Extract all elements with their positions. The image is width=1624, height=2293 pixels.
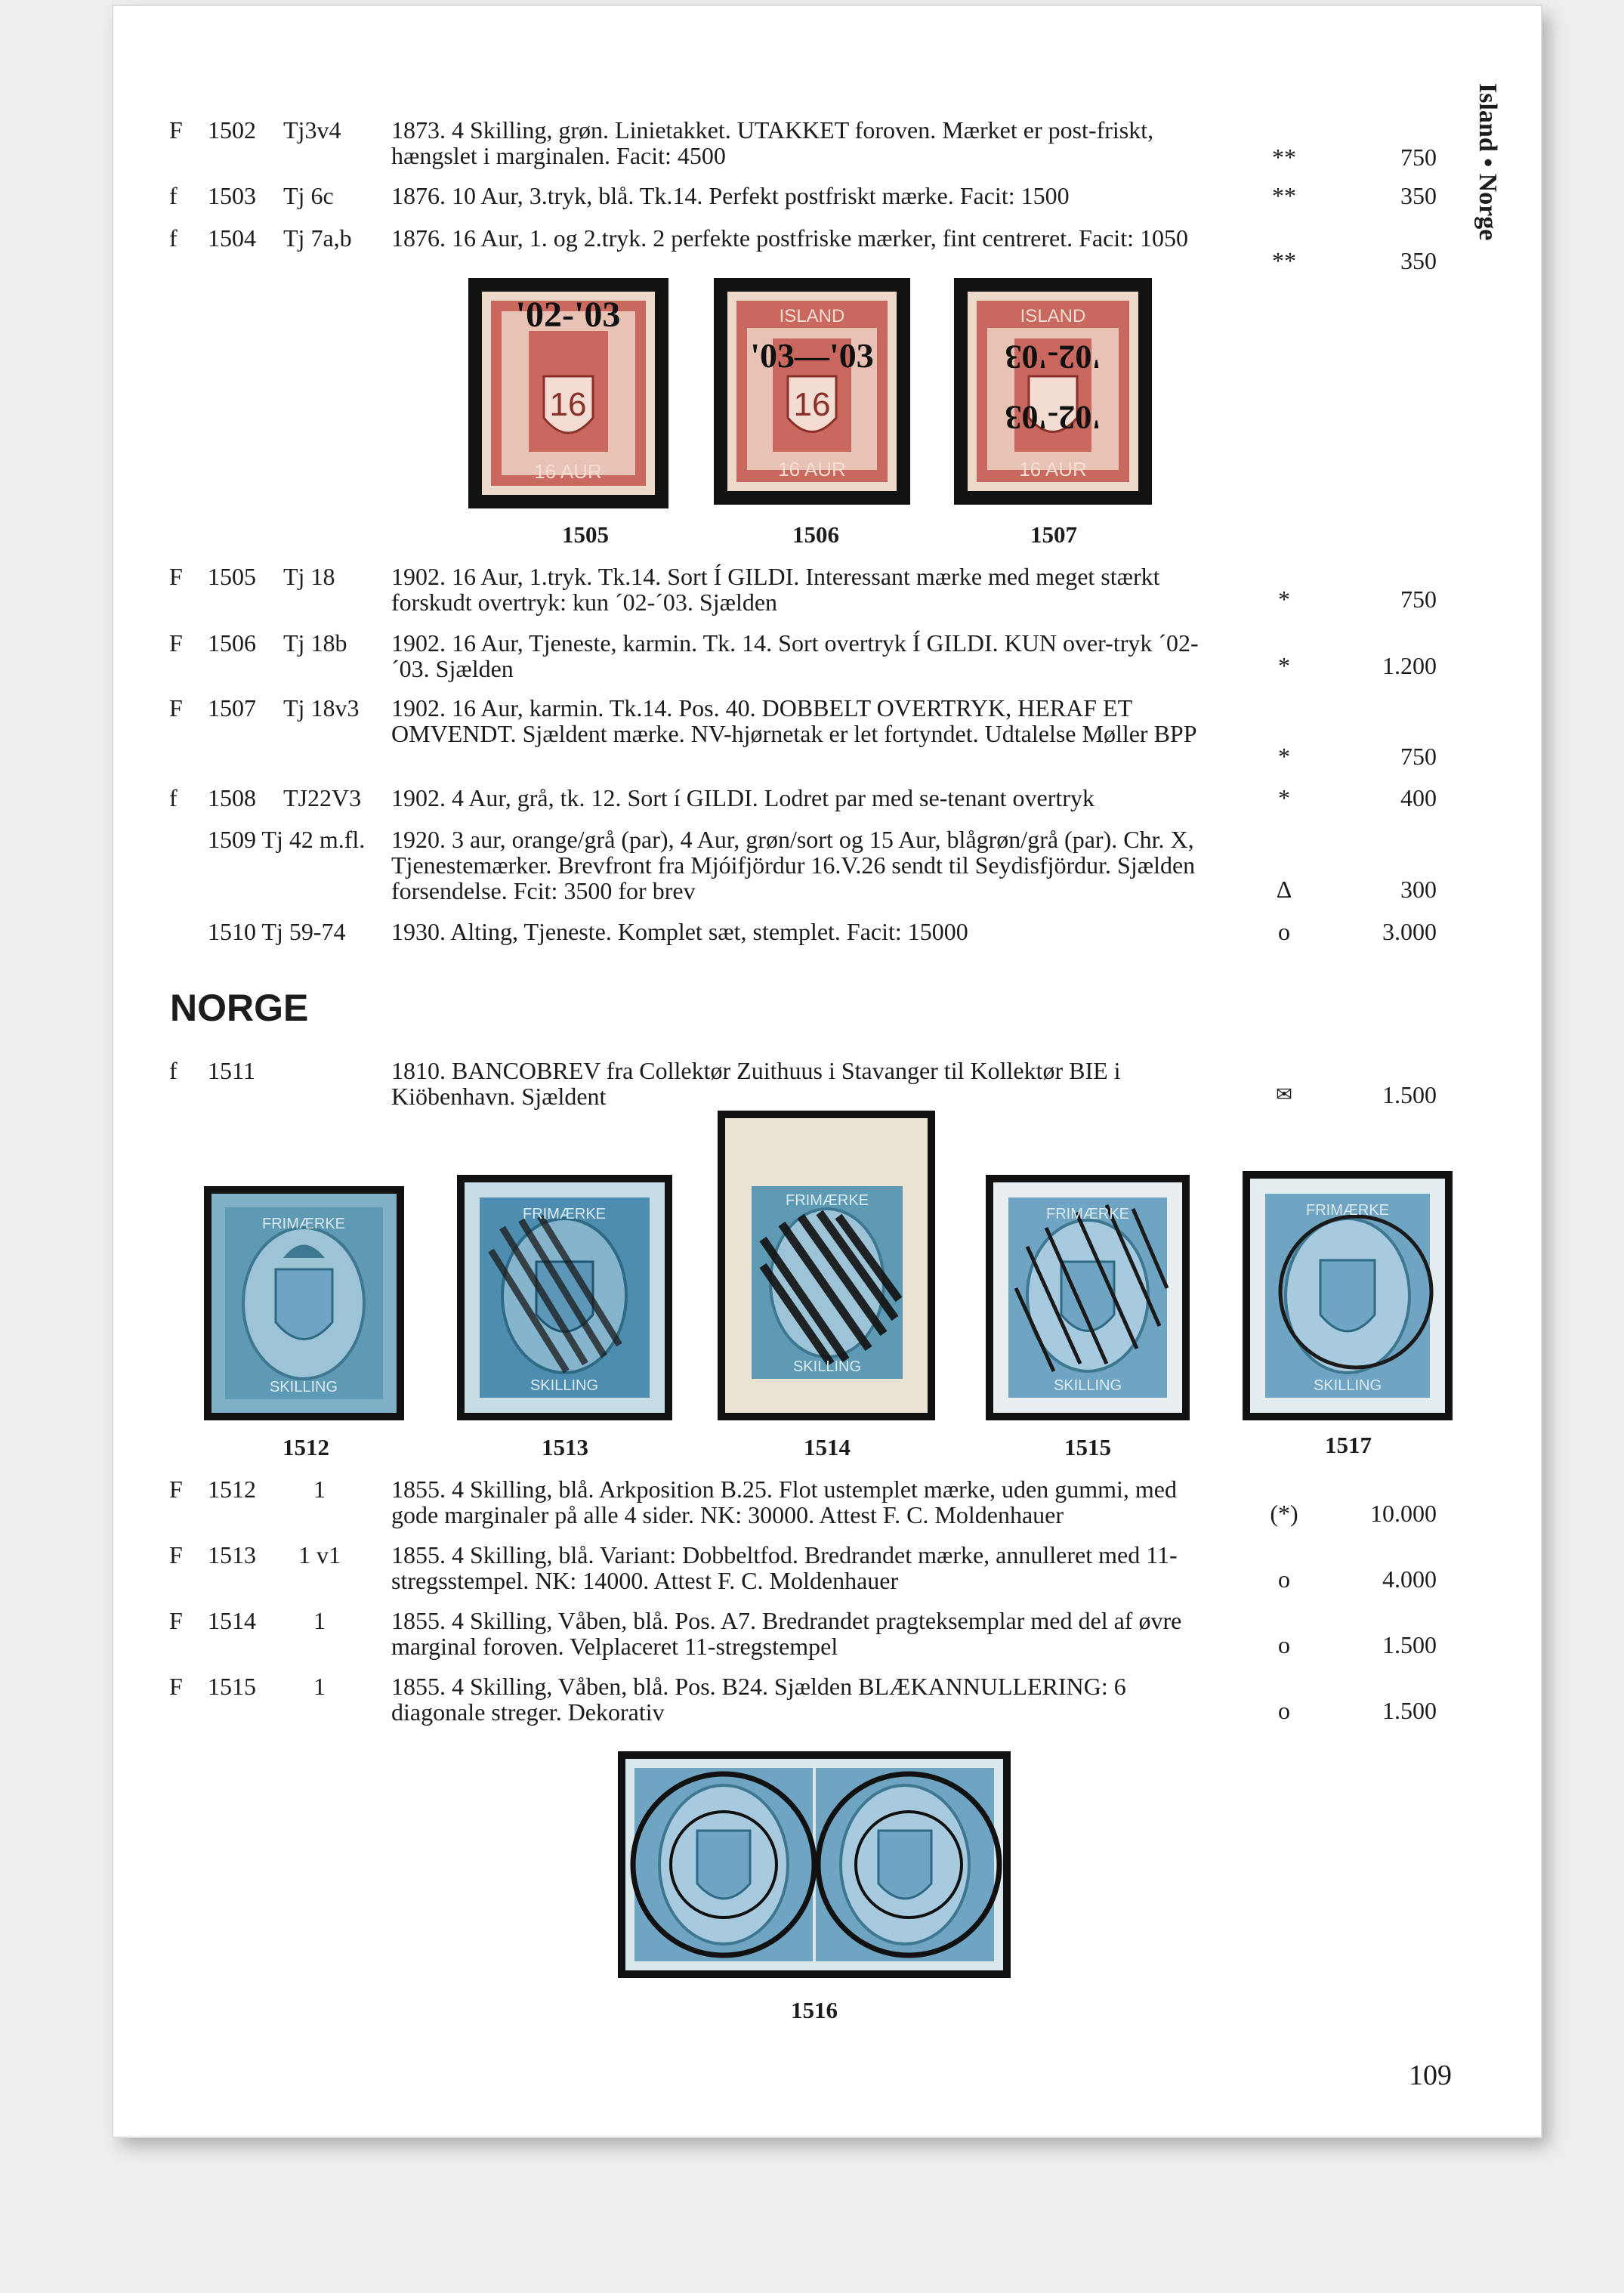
lot-description: 1855. 4 Skilling, Våben, blå. Pos. B24. Sjælden BLÆKANNULLERING: 6 diagonale streger. Dekorativ bbox=[391, 1673, 1126, 1726]
caption-1517: 1517 bbox=[1325, 1432, 1372, 1458]
lot-price: 1.500 bbox=[1382, 1697, 1437, 1724]
lot-price: 750 bbox=[1400, 586, 1437, 613]
stamp-country: ISLAND bbox=[779, 306, 845, 326]
lot-description: 1930. Alting, Tjeneste. Komplet sæt, stemplet. Facit: 15000 bbox=[391, 918, 968, 945]
stamp-top-text: FRIMÆRKE bbox=[1306, 1202, 1389, 1219]
lot-price: 350 bbox=[1400, 182, 1437, 209]
lot-catalog: 1 bbox=[313, 1673, 326, 1700]
lot-condition: o bbox=[1278, 1565, 1290, 1593]
lot-price: 1.500 bbox=[1382, 1631, 1437, 1658]
lot-number: 1508 bbox=[208, 784, 256, 811]
stamp-denomination: 16 AUR bbox=[778, 458, 846, 481]
stamp-1517 bbox=[1243, 1171, 1453, 1420]
stamp-pair-1516 bbox=[618, 1751, 1011, 1978]
lot-flag: F bbox=[169, 694, 183, 722]
lot-condition: * bbox=[1278, 652, 1290, 679]
stamp-country: ISLAND bbox=[1020, 306, 1086, 326]
side-label bbox=[1465, 83, 1511, 295]
lot-number-catalog bbox=[208, 919, 346, 944]
lot-catalog: Tj 18v3 bbox=[283, 694, 360, 722]
side-label-text: Island • Norge bbox=[1474, 83, 1502, 241]
lot-condition: ** bbox=[1272, 247, 1296, 274]
lot-flag: F bbox=[169, 1607, 183, 1634]
lot-number: 1515 bbox=[208, 1673, 256, 1700]
stamp-value: 16 bbox=[549, 386, 587, 423]
lot-price: 1.200 bbox=[1382, 652, 1437, 679]
lot-number: 1504 bbox=[208, 224, 256, 252]
lot-flag: F bbox=[169, 563, 183, 590]
lot-condition: o bbox=[1278, 1697, 1290, 1724]
lot-flag: F bbox=[169, 1476, 183, 1503]
lot-description: 1855. 4 Skilling, Våben, blå. Pos. A7. Bredrandet pragteksemplar med del af øvre marginal foroven. Velplaceret 11-stregstempel bbox=[391, 1607, 1182, 1660]
lot-condition: * bbox=[1278, 743, 1290, 770]
lot-flag: F bbox=[169, 1541, 183, 1568]
caption-1507: 1507 bbox=[1030, 521, 1077, 548]
lot-description: 1876. 16 Aur, 1. og 2.tryk. 2 perfekte postfriske mærker, fint centreret. Facit: 1050 bbox=[391, 224, 1188, 252]
lot-number: 1503 bbox=[208, 182, 256, 209]
lot-catalog: 1 bbox=[313, 1476, 326, 1503]
lot-number: 1511 bbox=[208, 1057, 255, 1084]
lot-description: 1876. 10 Aur, 3.tryk, blå. Tk.14. Perfekt postfriskt mærke. Facit: 1500 bbox=[391, 182, 1070, 209]
lot-catalog: 1 v1 bbox=[298, 1541, 341, 1568]
stamp-overprint: '03—'03 bbox=[750, 336, 874, 375]
lot-condition: o bbox=[1278, 1631, 1290, 1658]
lot-price: 1.500 bbox=[1382, 1081, 1437, 1108]
lot-description: 1855. 4 Skilling, blå. Variant: Dobbeltfod. Bredrandet mærke, annulleret med 11-stregsstempel. NK: 14000. Attest F. C. Moldenhauer bbox=[391, 1541, 1178, 1594]
lot-description: 1873. 4 Skilling, grøn. Linietakket. UTAKKET foroven. Mærket er post-friskt, hængslet i marginalen. Facit: 4500 bbox=[391, 116, 1154, 169]
lot-flag: f bbox=[169, 784, 178, 811]
lot-number: 1507 bbox=[208, 694, 256, 722]
stamp-top-text: FRIMÆRKE bbox=[523, 1206, 606, 1222]
lot-flag: F bbox=[169, 116, 183, 144]
lot-description: 1810. BANCOBREV fra Collektør Zuithuus i Stavanger til Kollektør BIE i Kiöbenhavn. Sjældent bbox=[391, 1057, 1121, 1110]
caption-1515: 1515 bbox=[1064, 1434, 1111, 1460]
caption-1513: 1513 bbox=[542, 1434, 588, 1460]
stamp-overprint: '02-'03 bbox=[515, 295, 621, 335]
lot-number: 1514 bbox=[208, 1607, 256, 1634]
lot-catalog: Tj 6c bbox=[283, 182, 334, 209]
lot-description: 1855. 4 Skilling, blå. Arkposition B.25. Flot ustemplet mærke, uden gummi, med gode marginaler på alle 4 sider. NK: 30000. Attest F. C. Moldenhauer bbox=[391, 1476, 1177, 1528]
lot-price: 10.000 bbox=[1370, 1500, 1437, 1527]
stamp-bottom-text: SKILLING bbox=[269, 1379, 338, 1395]
lot-number: 1505 bbox=[208, 563, 256, 590]
lot-condition: * bbox=[1278, 784, 1290, 811]
lot-catalog: Tj 7a,b bbox=[283, 224, 352, 252]
lot-number: 1502 bbox=[208, 116, 256, 144]
stamp-1514 bbox=[718, 1111, 935, 1420]
lot-description: 1902. 16 Aur, karmin. Tk.14. Pos. 40. DOBBELT OVERTRYK, HERAF ET OMVENDT. Sjældent mærke. NV-hjørnetak er let fortyndet. Udtalelse Møller BPP bbox=[391, 694, 1197, 747]
stamp-1513 bbox=[457, 1175, 672, 1420]
caption-1514: 1514 bbox=[804, 1434, 851, 1460]
stamp-value: 16 bbox=[793, 386, 831, 423]
caption-1505: 1505 bbox=[562, 521, 609, 548]
stamp-bottom-text: SKILLING bbox=[792, 1358, 862, 1375]
lot-flag: F bbox=[169, 1673, 183, 1700]
lot-condition: o bbox=[1278, 918, 1290, 945]
lot-price: 350 bbox=[1400, 247, 1437, 274]
lot-condition: * bbox=[1278, 586, 1290, 613]
stamp-bottom-text: SKILLING bbox=[1313, 1377, 1382, 1394]
lot-catalog: Tj 59-74 bbox=[261, 918, 346, 945]
lot-price: 750 bbox=[1400, 743, 1437, 770]
lot-price: 4.000 bbox=[1382, 1565, 1437, 1593]
caption-1512: 1512 bbox=[283, 1434, 329, 1460]
lot-price: 750 bbox=[1400, 144, 1437, 171]
lot-condition: Δ bbox=[1276, 876, 1292, 903]
stamp-1515 bbox=[986, 1175, 1190, 1420]
lot-number: 1509 bbox=[208, 826, 256, 853]
lot-catalog: TJ22V3 bbox=[283, 784, 362, 811]
lot-catalog: Tj 18b bbox=[283, 629, 347, 657]
stamp-overprint-inverted: '02-'03 bbox=[1005, 338, 1101, 375]
lot-catalog: Tj 18 bbox=[283, 563, 335, 590]
lot-number: 1506 bbox=[208, 629, 256, 657]
stamp-top-text: FRIMÆRKE bbox=[262, 1216, 345, 1232]
lot-price: 300 bbox=[1400, 876, 1437, 903]
stamp-1507 bbox=[954, 278, 1152, 505]
lot-price: 3.000 bbox=[1382, 918, 1437, 945]
stamp-bottom-text: SKILLING bbox=[529, 1377, 599, 1394]
lot-condition: (*) bbox=[1270, 1500, 1298, 1527]
stamp-top-text: FRIMÆRKE bbox=[1046, 1206, 1129, 1222]
lot-flag: F bbox=[169, 629, 183, 657]
lot-flag: f bbox=[169, 182, 178, 209]
lot-condition: ** bbox=[1272, 144, 1296, 171]
lot-condition: ** bbox=[1272, 182, 1296, 209]
lot-number-catalog bbox=[208, 827, 365, 852]
stamp-1512 bbox=[204, 1186, 404, 1420]
stamp-overprint-inverted-2: '02-'03 bbox=[1005, 399, 1101, 436]
lot-number: 1512 bbox=[208, 1476, 256, 1503]
lot-number: 1510 bbox=[208, 918, 256, 945]
cover-icon: ✉ bbox=[1276, 1083, 1292, 1105]
stamp-denomination: 16 AUR bbox=[534, 460, 602, 483]
stamp-denomination: 16 AUR bbox=[1019, 458, 1087, 481]
lot-flag: f bbox=[169, 1057, 178, 1084]
lot-price: 400 bbox=[1400, 784, 1437, 811]
caption-1516: 1516 bbox=[791, 1997, 838, 2023]
stamp-1506 bbox=[714, 278, 910, 505]
lot-catalog: Tj 42 m.fl. bbox=[261, 826, 366, 853]
stamp-bottom-text: SKILLING bbox=[1053, 1377, 1122, 1394]
stamp-top-text: FRIMÆRKE bbox=[786, 1192, 869, 1209]
lot-catalog: Tj3v4 bbox=[283, 116, 341, 144]
lot-description: 1902. 4 Aur, grå, tk. 12. Sort í GILDI. Lodret par med se-tenant overtryk bbox=[391, 784, 1095, 811]
lot-description: 1920. 3 aur, orange/grå (par), 4 Aur, grøn/sort og 15 Aur, blågrøn/grå (par). Chr. X, Tjenestemærker. Brevfront fra Mjóifjördur 16.V.26 sendt til Seydisfjördur. Sjælden forsendelse. Fcit: 3500 for brev bbox=[391, 826, 1196, 904]
lot-description: 1902. 16 Aur, Tjeneste, karmin. Tk. 14. Sort overtryk Í GILDI. KUN over-tryk ´02-´03. Sjælden bbox=[391, 629, 1199, 682]
lot-description: 1902. 16 Aur, 1.tryk. Tk.14. Sort Í GILDI. Interessant mærke med meget stærkt forskudt overtryk: kun ´02-´03. Sjælden bbox=[391, 563, 1160, 616]
lot-flag: f bbox=[169, 224, 178, 252]
page-number: 109 bbox=[1409, 2060, 1452, 2091]
lot-number: 1513 bbox=[208, 1541, 256, 1568]
section-heading-norge: NORGE bbox=[170, 987, 309, 1029]
lot-catalog: 1 bbox=[313, 1607, 326, 1634]
stamp-1505 bbox=[468, 278, 668, 508]
caption-1506: 1506 bbox=[792, 521, 839, 548]
